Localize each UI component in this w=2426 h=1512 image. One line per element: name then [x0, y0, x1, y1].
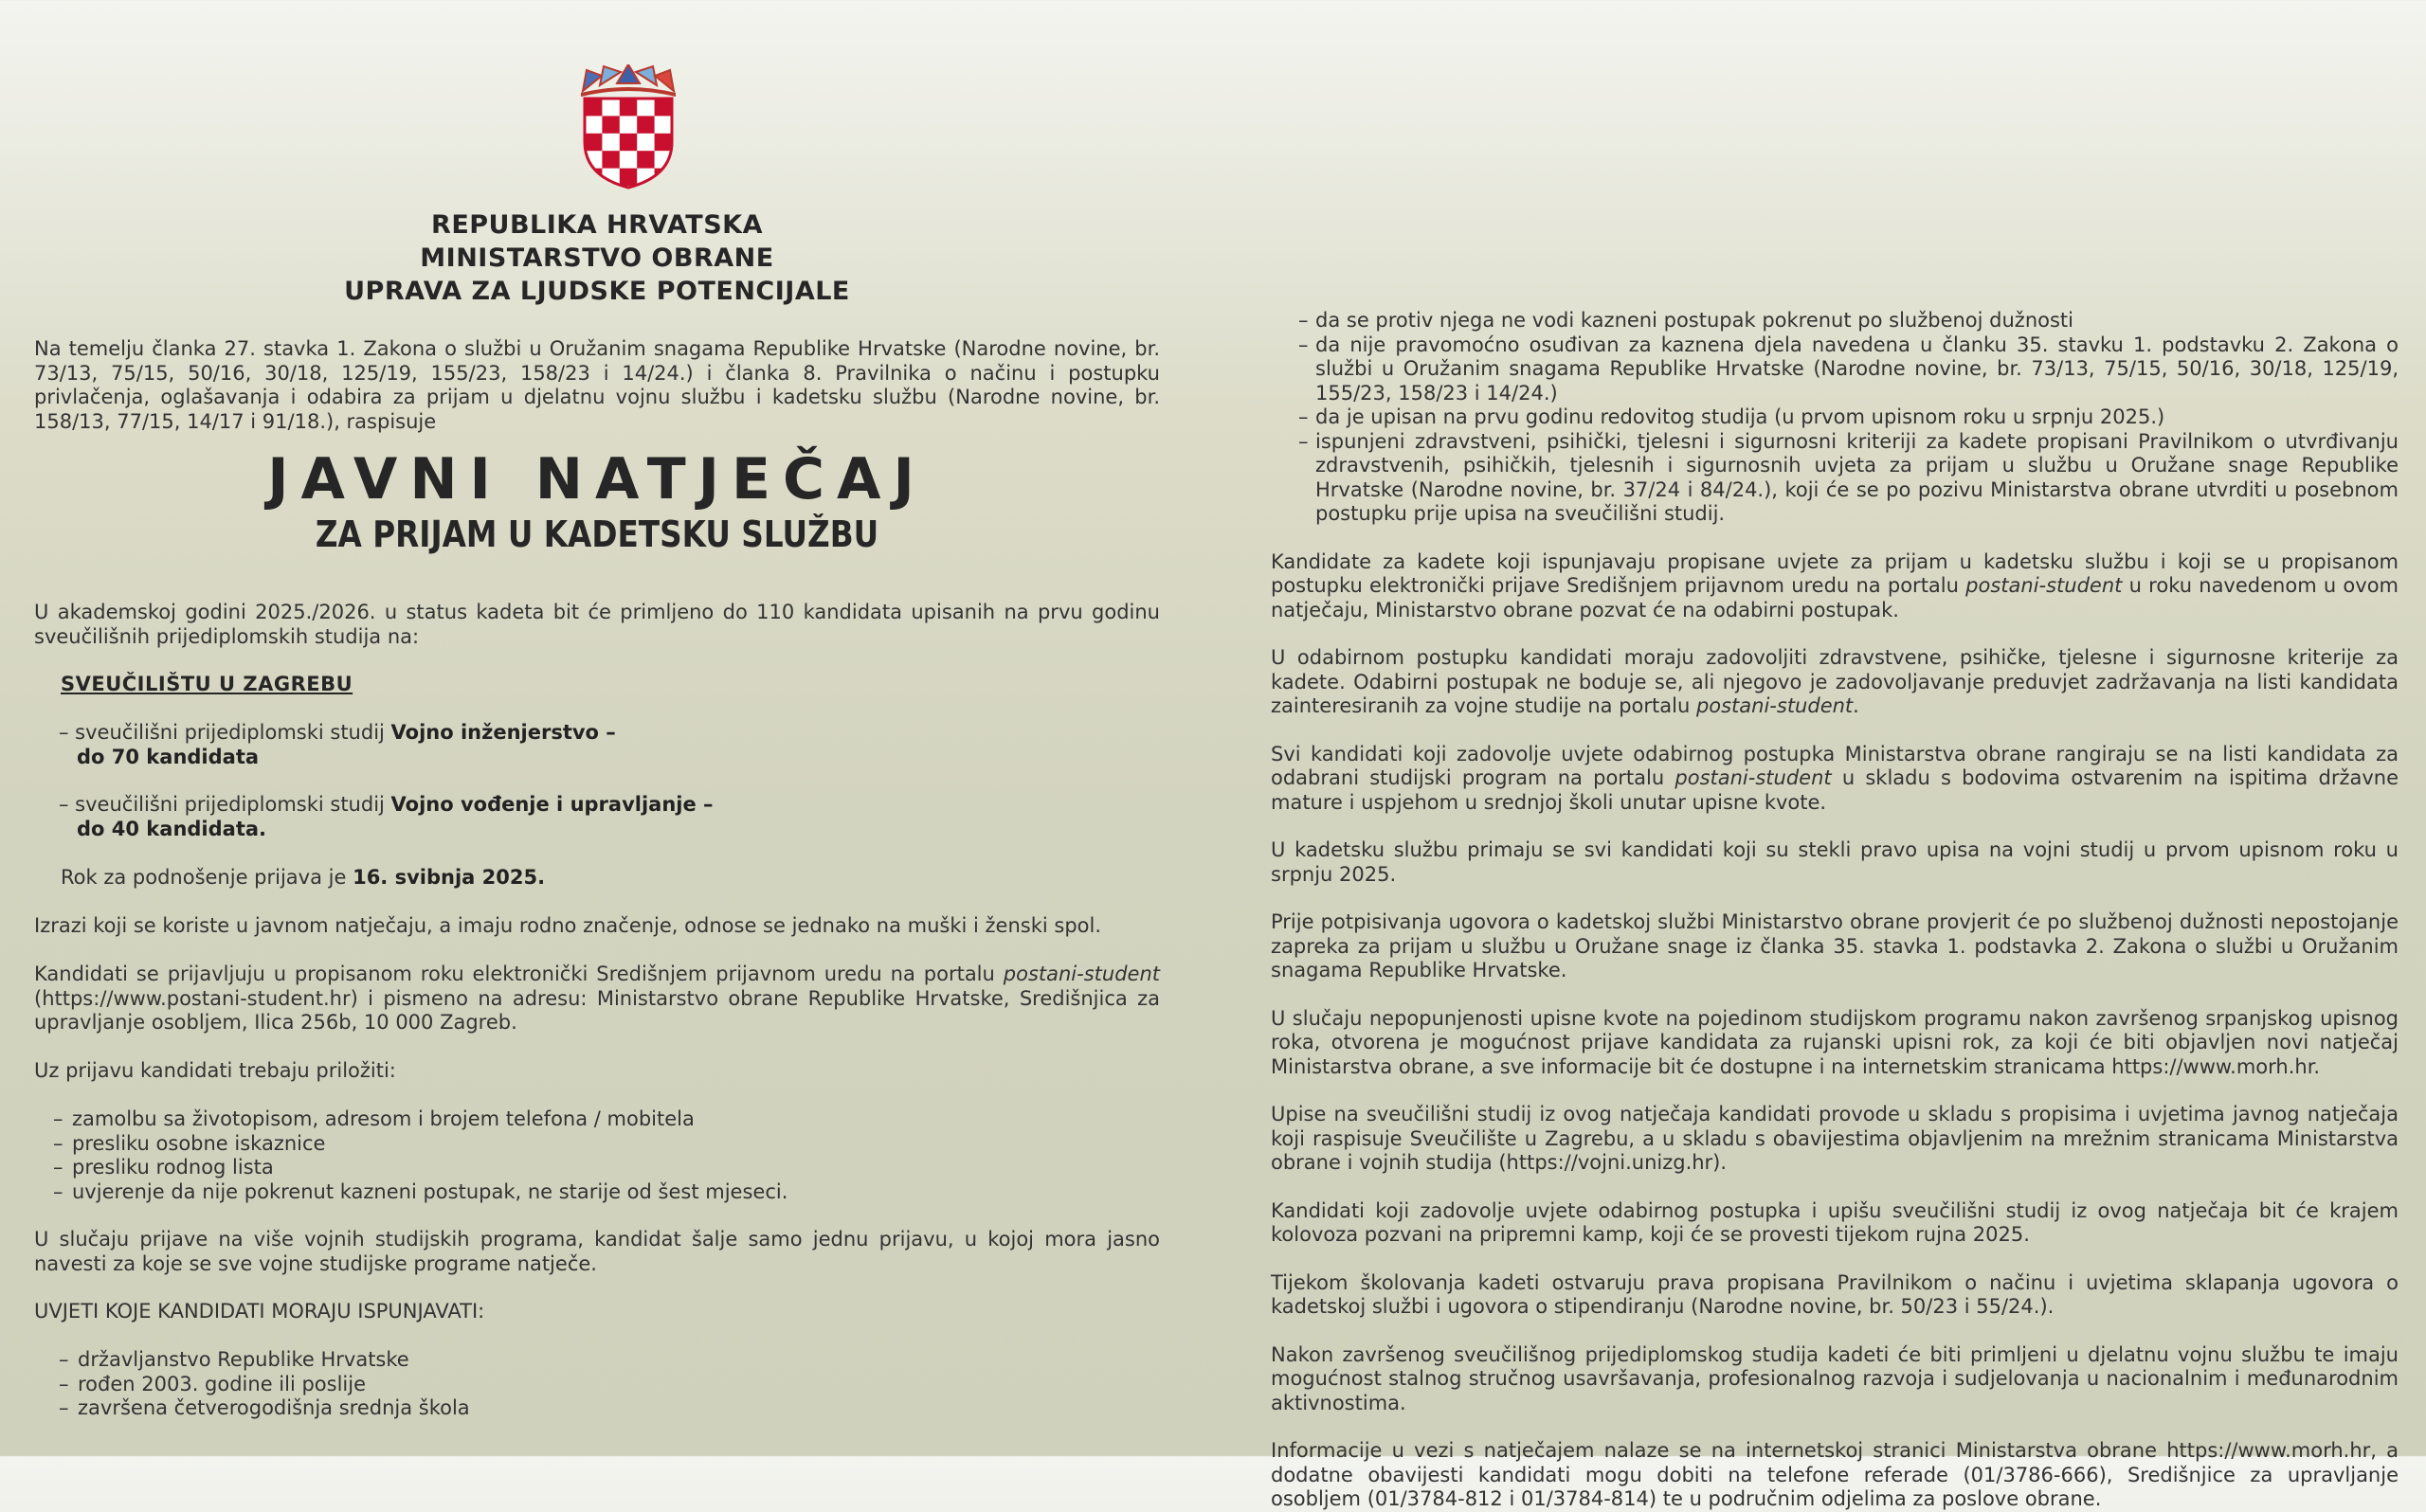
deadline-date: 16. svibnja 2025. — [353, 866, 546, 889]
header-line-ministry: MINISTARSTVO OBRANE — [420, 243, 774, 273]
september-round-paragraph: U slučaju nepopunjenosti upisne kvote na pojedinom studijskom programu nakon završenog srpanjskog upisnog roka, otvorena je mogućnost prijave kandidata za rujanski upisni rok, za koji će biti objavljen novi natječaj Ministarstva obrane, a sve informacije bit će dostupne i na internetskim stranicama https://www.morh.hr. — [1271, 1006, 2399, 1078]
program-1 — [59, 721, 1185, 769]
gender-note-text: Izrazi koji se koriste u javnom natječaju, a imaju rodno značenje, odnose se jednako na muški i ženski spol. — [34, 914, 1102, 937]
text-span: u roku navedenom u ovom natječaju, Ministarstvo obrane pozvat će na odabirni postupak. — [1271, 574, 2399, 621]
program-2-name: Vojno vođenje i upravljanje – — [390, 793, 714, 816]
portal-name: postani-student — [1695, 694, 1854, 717]
admission-paragraph: U kadetsku službu primaju se svi kandidati koji su stekli pravo upisa na vojni studij u prvom upisnom roku u srpnju 2025. — [1271, 838, 2399, 886]
list-item: – presliku osobne iskaznice — [53, 1132, 1179, 1157]
list-item: – da se protiv njega ne vodi kazneni postupak pokrenut po službenoj dužnosti — [1271, 309, 2399, 333]
selection-criteria-paragraph — [1271, 646, 2399, 719]
header-line-republic: REPUBLIKA HRVATSKA — [431, 210, 763, 240]
apply-text-2: (https://www.postani-student.hr) i pismeno na adresu: Ministarstvo obrane Republike Hrvatske, Središnjica za upravljanje osobljem, Ilica 256b, 10 000 Zagreb. — [34, 986, 1160, 1034]
attachments-heading-text: Uz prijavu kandidati trebaju priložiti: — [34, 1059, 396, 1082]
selection-invite-paragraph — [1271, 550, 2399, 623]
list-item: – završena četverogodišnja srednja škola — [59, 1396, 1185, 1421]
text-span: . — [1853, 694, 1859, 717]
program-1-count: do 70 kandidata — [77, 745, 260, 768]
list-item: – da je upisan na prvu godinu redovitog studija (u prvom upisnom roku u srpnju 2025.) — [1271, 405, 2399, 430]
conditions-heading-text: UVJETI KOJE KANDIDATI MORAJU ISPUNJAVATI: — [34, 1300, 485, 1323]
ranking-paragraph — [1271, 743, 2399, 816]
header-line-directorate: UPRAVA ZA LJUDSKE POTENCIJALE — [344, 277, 850, 306]
document-title — [34, 445, 1160, 555]
university-name: SVEUČILIŠTU U ZAGREBU — [61, 673, 353, 695]
portal-name: postani-student — [1675, 766, 1832, 789]
conditions-list — [59, 1348, 1185, 1421]
program-1-name: Vojno inženjerstvo – — [390, 721, 616, 744]
list-item: – ispunjeni zdravstveni, psihički, tjelesni i sigurnosni kriteriji za kadete propisani Pravilnikom o utvrđivanju zdravstvenih, psihičkih, tjelesnih i sigurnosnih uvjeta za prijam u službu u Oružane snage Republike Hrvatske (Narodne novine, br. 37/24 i 84/24.), koji će se po pozivu Ministarstva obrane utvrditi u posebnom postupku prije upisa na sveučilišni studij. — [1271, 430, 2399, 527]
title-sub: ZA PRIJAM U KADETSKU SLUŽBU — [315, 513, 879, 555]
conditions-heading — [34, 1300, 1160, 1324]
title-main: JAVNI NATJEČAJ — [267, 446, 927, 513]
academic-year-text: U akademskoj godini 2025./2026. u status kadeta bit će primljeno do 110 kandidata upisanih na prvu godinu sveučilišnih prijediplomskih studija na: — [34, 601, 1160, 648]
apply-portal: postani-student — [1003, 963, 1160, 985]
contract-check-paragraph: Prije potpisivanja ugovora o kadetskoj službi Ministarstvo obrane provjerit će po službenoj dužnosti nepostojanje zapreka za prijam u službu u Oružane snage iz članka 35. stavka 1. podstavka 2. Zakona o službi u Oružanim snagama Republike Hrvatske. — [1271, 910, 2399, 981]
academic-year-paragraph — [34, 601, 1160, 649]
portal-name: postani-student — [1965, 574, 2123, 597]
gender-note — [34, 914, 1160, 939]
list-item: – zamolbu sa životopisom, adresom i brojem telefona / mobitela — [53, 1107, 1179, 1132]
croatian-coat-of-arms-icon — [577, 64, 679, 189]
program-2 — [59, 793, 1185, 841]
career-paragraph: Nakon završenog sveučilišnog prijediplomskog studija kadeti će biti primljeni u djelatnu vojnu službu te imaju mogućnost stalnog stručnog usavršavanja, profesionalnog razvoja i sudjelovanja u nacionalnim i međunarodnim aktivnostima. — [1271, 1342, 2399, 1414]
program-2-prefix: – sveučilišni prijediplomski studij — [59, 793, 391, 816]
attachments-list — [53, 1107, 1179, 1204]
ministry-header — [34, 208, 1160, 308]
conditions-continued-list — [1271, 309, 2399, 527]
enrollment-paragraph: Upise na sveučilišni studij iz ovog natječaja kandidati provode u skladu s propisima i uvjetima javnog natječaja koji raspisuje Sveučilište u Zagrebu, a u skladu s obavijestima objavljenim na mrežnim stranicama Ministarstva obrane i vojnih studija (https://vojni.unizg.hr). — [1271, 1103, 2399, 1174]
list-item: – državljanstvo Republike Hrvatske — [59, 1348, 1185, 1373]
university-heading — [61, 673, 1186, 695]
text-span: Svi kandidati koji zadovolje uvjete odabirnog postupka Ministarstva obrane rangiraju se na listi kandidata za odabrani studijski program na portalu — [1271, 742, 2399, 789]
list-item: – presliku rodnog lista — [53, 1156, 1179, 1180]
list-item: – rođen 2003. godine ili poslije — [59, 1373, 1185, 1397]
application-paragraph — [34, 963, 1160, 1035]
cadet-rights-paragraph: Tijekom školovanja kadeti ostvaruju prava propisana Pravilnikom o načinu i uvjetima sklapanja ugovora o kadetskoj službi i ugovora o stipendiranju (Narodne novine, br. 50/23 i 55/24.). — [1271, 1270, 2399, 1318]
multi-apply-text: U slučaju prijave na više vojnih studijskih programa, kandidat šalje samo jednu prijavu, u kojoj mora jasno navesti za koje se sve vojne studijske programe natječe. — [34, 1228, 1160, 1275]
deadline — [61, 866, 1186, 891]
text-span: u skladu s bodovima ostvarenim na ispitima državne mature i uspjehom u srednjoj školi unutar upisne kvote. — [1271, 766, 2399, 814]
apply-text-1: Kandidati se prijavljuju u propisanom roku elektronički Središnjem prijavnom uredu na portalu — [34, 963, 1004, 985]
contact-info-paragraph: Informacije u vezi s natječajem nalaze se na internetskoj stranici Ministarstva obrane https://www.morh.hr, a dodatne obavijesti kandidati mogu dobiti na telefone referade (01/3786-666), Središnjice za upravljanje osobljem (01/3784-812 i 01/3784-814) te u područnim odjelima za poslove obrane. — [1271, 1439, 2399, 1510]
list-item: – uvjerenje da nije pokrenut kazneni postupak, ne starije od šest mjeseci. — [53, 1180, 1179, 1205]
program-2-count: do 40 kandidata. — [77, 817, 267, 840]
legal-basis-paragraph — [34, 337, 1160, 434]
text-span: U odabirnom postupku kandidati moraju zadovoljiti zdravstvene, psihičke, tjelesne i sigurnosne kriterije za kadete. Odabirni postupak ne boduje se, ali njegovo je zadovoljavanje preduvjet zadržavanja na listi kandidata zainteresiranih za vojne studije na portalu — [1271, 646, 2399, 717]
prep-camp-paragraph: Kandidati koji zadovolje uvjete odabirnog postupka i upišu sveučilišni studij iz ovog natječaja bit će krajem kolovoza pozvani na pripremni kamp, koji će se provesti tijekom rujna 2025. — [1271, 1198, 2399, 1246]
list-item: – da nije pravomoćno osuđivan za kaznena djela navedena u članku 35. stavku 1. podstavku 2. Zakona o službi u Oružanim snagama Republike Hrvatske (Narodne novine, br. 73/13, 75/15, 50/16, 30/18, 125/19, 155/23, 158/23 i 14/24.) — [1271, 333, 2399, 406]
legal-basis-text: Na temelju članka 27. stavka 1. Zakona o službi u Oružanim snagama Republike Hrvatske (Narodne novine, br. 73/13, 75/15, 50/16, 30/18, 125/19, 155/23, 158/23 i 14/24.) i članka 8. Pravilnika o načinu i postupku privlačenja, oglašavanja i odabira za prijam u djelatnu vojnu službu i kadetsku službu (Narodne novine, br. 158/13, 77/15, 14/17 i 91/18.), raspisuje — [34, 337, 1160, 433]
program-1-prefix: – sveučilišni prijediplomski studij — [59, 721, 391, 744]
right-column — [1271, 309, 2399, 1512]
deadline-prefix: Rok za podnošenje prijava je — [61, 866, 353, 889]
text-span: Kandidate za kadete koji ispunjavaju propisane uvjete za prijam u kadetsku službu i koji se u propisanom postupku elektronički prijave Središnjem prijavnom uredu na portalu — [1271, 549, 2399, 597]
attachments-heading — [34, 1059, 1160, 1084]
multi-apply-paragraph — [34, 1228, 1160, 1276]
